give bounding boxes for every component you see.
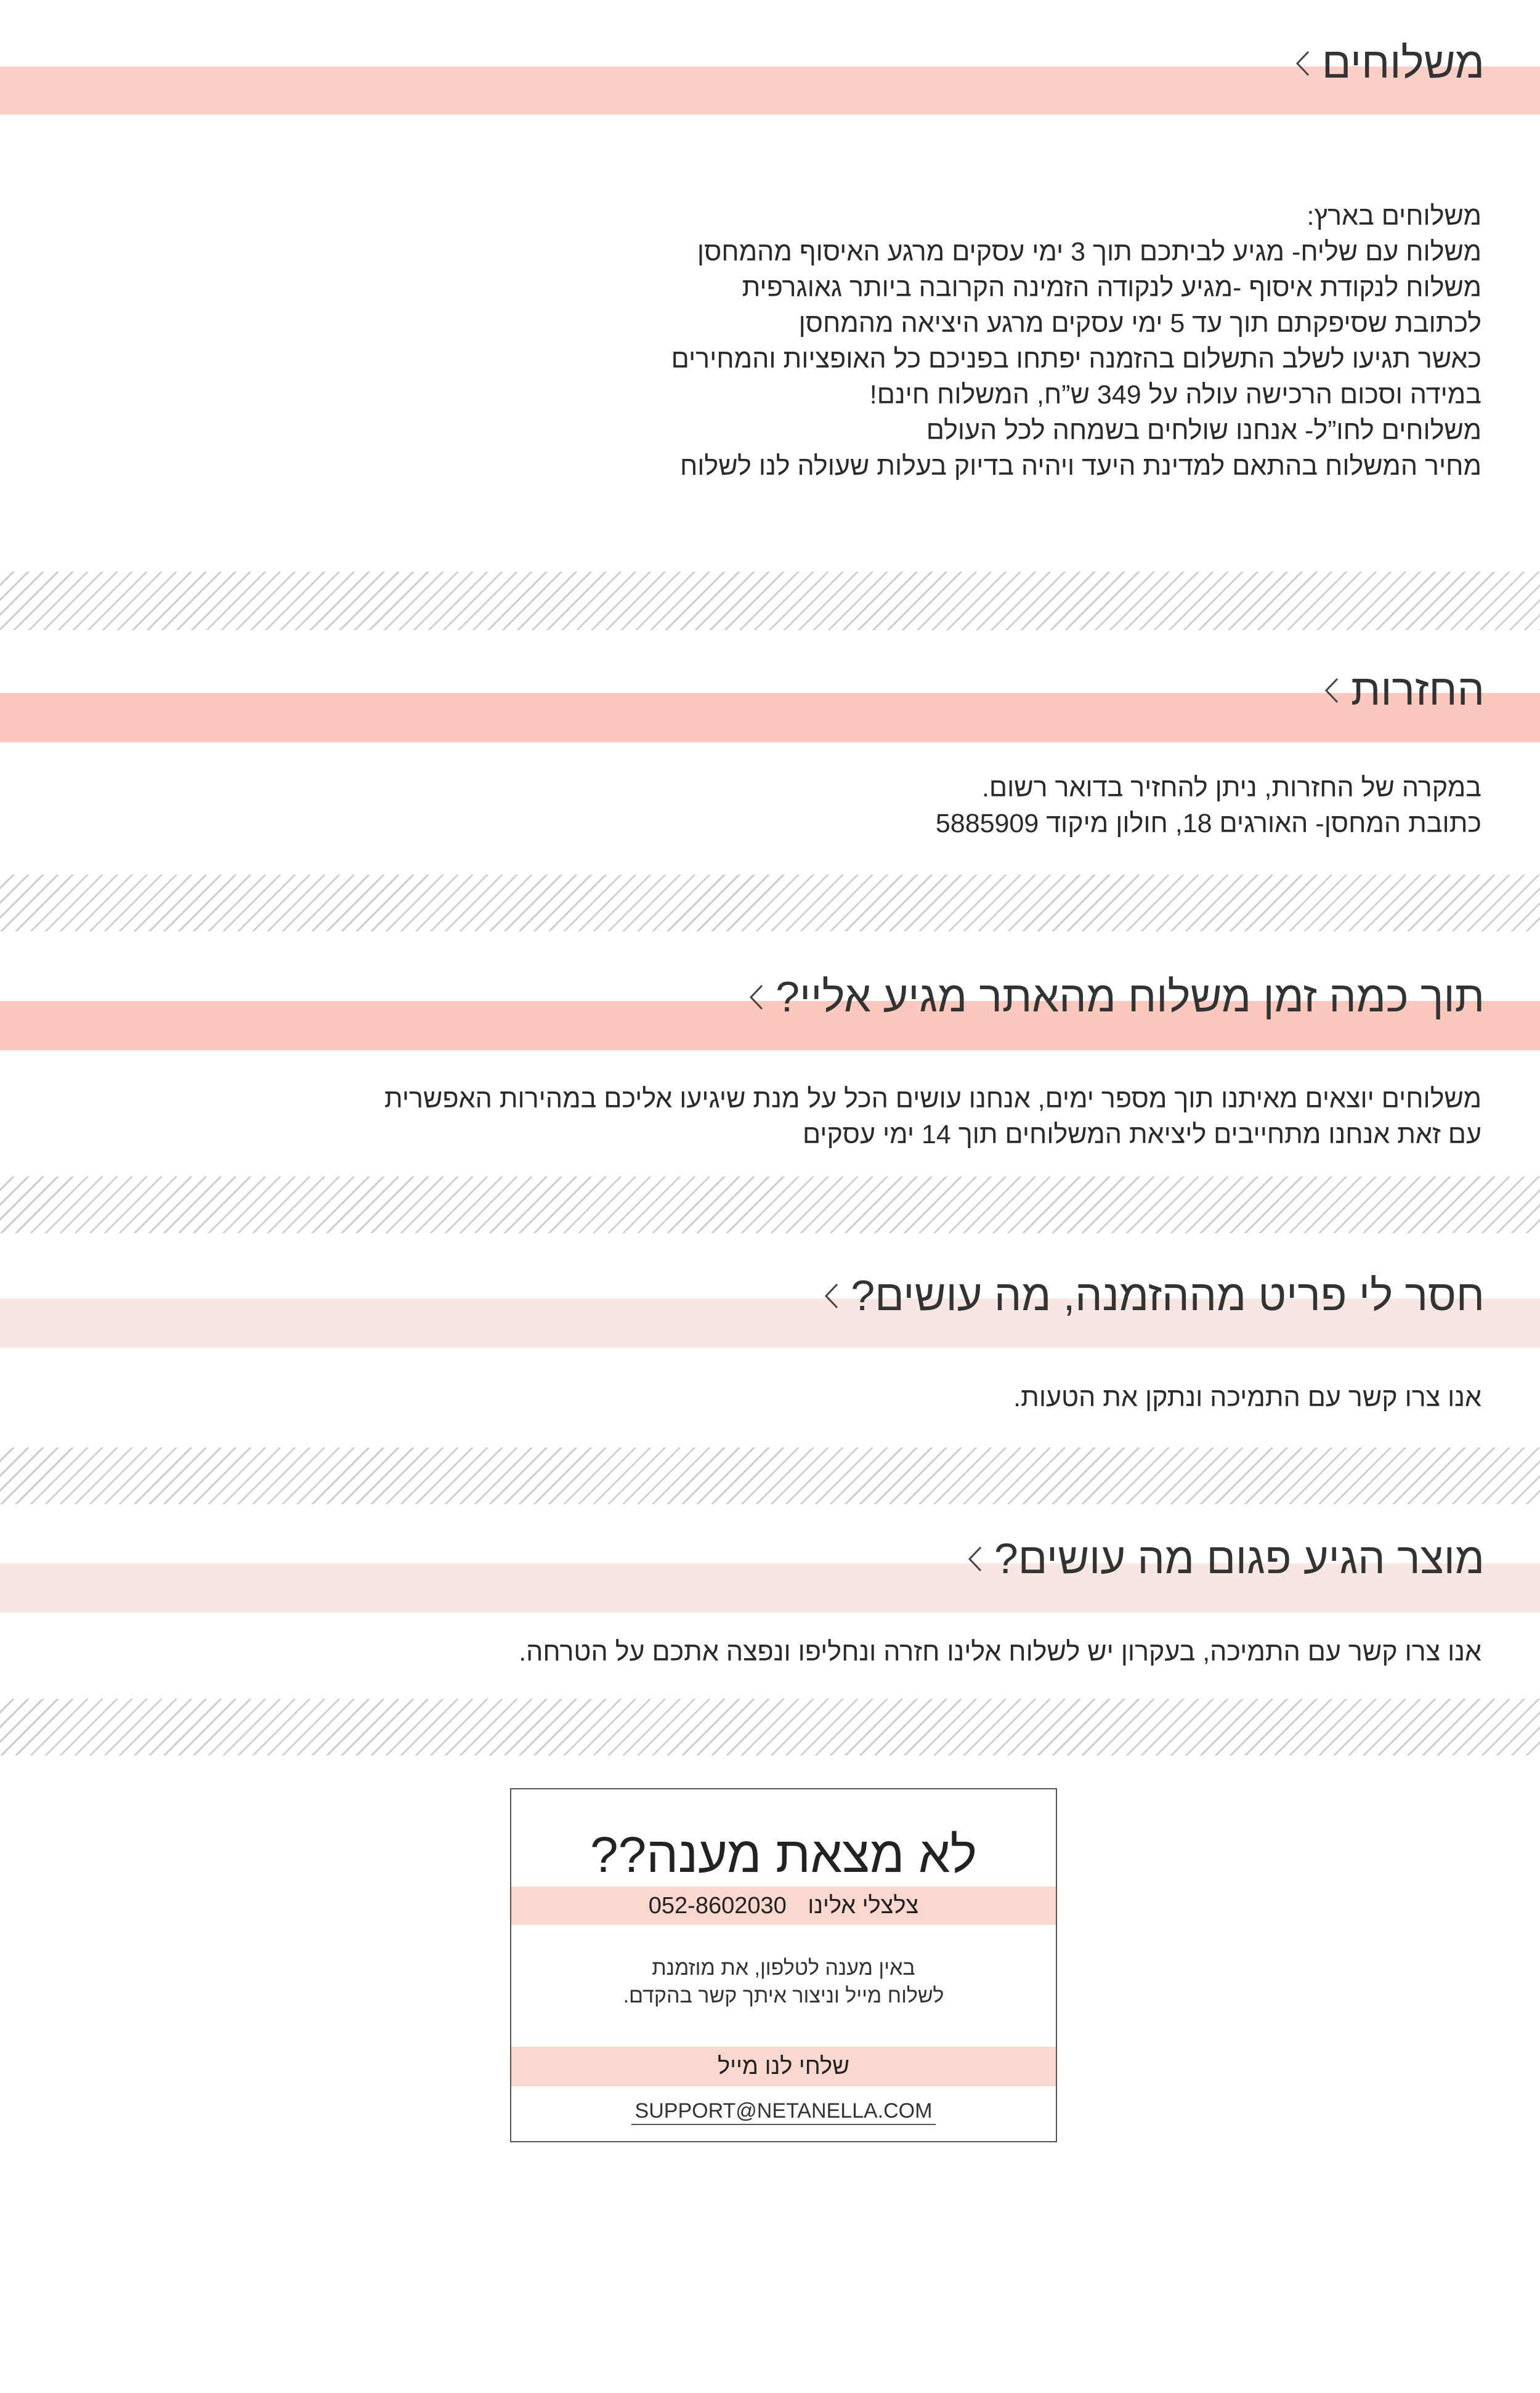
body-line: כאשר תגיעו לשלב התשלום בהזמנה יפתחו בפניכם כל האופציות והמחירים (671, 344, 1481, 374)
email-link[interactable]: SUPPORT@NETANELLA.COM (631, 2099, 936, 2125)
contact-note (511, 1954, 1056, 2010)
body-line: משלוח עם שליח- מגיע לביתכם תוך 3 ימי עסקים מרגע האיסוף מהמחסן (697, 237, 1481, 267)
chevron-left-icon (1295, 38, 1311, 87)
hatched-divider (0, 1448, 1540, 1504)
section-body-returns (936, 770, 1481, 841)
chevron-left-icon (1324, 665, 1340, 715)
body-line: במקרה של החזרות, ניתן להחזיר בדואר רשום. (981, 773, 1481, 803)
chevron-left-icon (824, 1271, 840, 1320)
note-line: באין מענה לטלפון, את מוזמנת (652, 1956, 915, 1980)
section-title-shipping[interactable] (1295, 38, 1485, 87)
section-band-returns (0, 693, 1540, 742)
body-line: לכתובת שסיפקתם תוך עד 5 ימי עסקים מרגע היציאה מהמחסן (798, 309, 1481, 338)
section-body-missing-item (1013, 1380, 1481, 1415)
body-line: משלוח לנקודת איסוף -מגיע לנקודה הזמינה הקרובה ביותר גאוגרפית (742, 273, 1481, 302)
hatched-divider (0, 875, 1540, 931)
section-title-delivery-time[interactable] (748, 972, 1485, 1021)
section-body-damaged (519, 1634, 1481, 1670)
section-title-text: מוצר הגיע פגום מה עושים? (994, 1534, 1485, 1582)
section-title-missing-item[interactable] (824, 1271, 1485, 1320)
contact-heading: לא מצאת מענה?? (590, 1827, 977, 1883)
call-label: צלצלי אלינו (808, 1893, 919, 1919)
body-line: כתובת המחסן- האורגים 18, חולון מיקוד 5885909 (935, 809, 1481, 838)
section-title-damaged[interactable] (967, 1534, 1485, 1583)
note-line: לשלוח מייל וניצור איתך קשר בהקדם. (623, 1984, 944, 2007)
section-title-text: חסר לי פריט מההזמנה, מה עושים? (851, 1271, 1485, 1319)
contact-box (510, 1788, 1057, 2142)
body-line: במידה וסכום הרכישה עולה על 349 ש”ח, המשלוח חינם! (869, 380, 1481, 410)
body-line: משלוחים לחו”ל- אנחנו שולחים בשמחה לכל העולם (926, 416, 1481, 445)
section-title-text: תוך כמה זמן משלוח מהאתר מגיע אליי? (776, 973, 1485, 1021)
body-line: מחיר המשלוח בהתאם למדינת היעד ויהיה בדיוק בעלות שעולה לנו לשלוח (679, 451, 1481, 481)
body-line: אנו צרו קשר עם התמיכה, בעקרון יש לשלוח אלינו חזרה ונחליפו ונפצה אתכם על הטרחה. (519, 1637, 1481, 1667)
phone-row[interactable] (511, 1887, 1056, 1925)
section-body-delivery-time (384, 1081, 1481, 1152)
mail-band (511, 2047, 1056, 2086)
section-title-returns[interactable] (1324, 665, 1485, 715)
section-title-text: החזרות (1350, 666, 1485, 714)
body-line: אנו צרו קשר עם התמיכה ונתקן את הטעות. (1013, 1383, 1481, 1412)
hatched-divider (0, 572, 1540, 630)
chevron-left-icon (748, 972, 764, 1021)
mail-label: שלחי לנו מייל (718, 2054, 849, 2079)
phone-number[interactable]: 052-8602030 (648, 1893, 787, 1919)
section-body-shipping (671, 198, 1481, 484)
chevron-left-icon (967, 1534, 983, 1583)
body-line: משלוחים בארץ: (1307, 201, 1481, 231)
body-line: משלוחים יוצאים מאיתנו תוך מספר ימים, אנחנו עושים הכל על מנת שיגיעו אליכם במהירות האפשרית (384, 1084, 1481, 1114)
section-title-text: משלוחים (1321, 39, 1485, 87)
hatched-divider (0, 1176, 1540, 1233)
hatched-divider (0, 1699, 1540, 1755)
body-line: עם זאת אנחנו מתחייבים ליציאת המשלוחים תוך 14 ימי עסקים (802, 1120, 1481, 1149)
phone-band (511, 1887, 1056, 1925)
email-link-wrapper (511, 2099, 1056, 2123)
